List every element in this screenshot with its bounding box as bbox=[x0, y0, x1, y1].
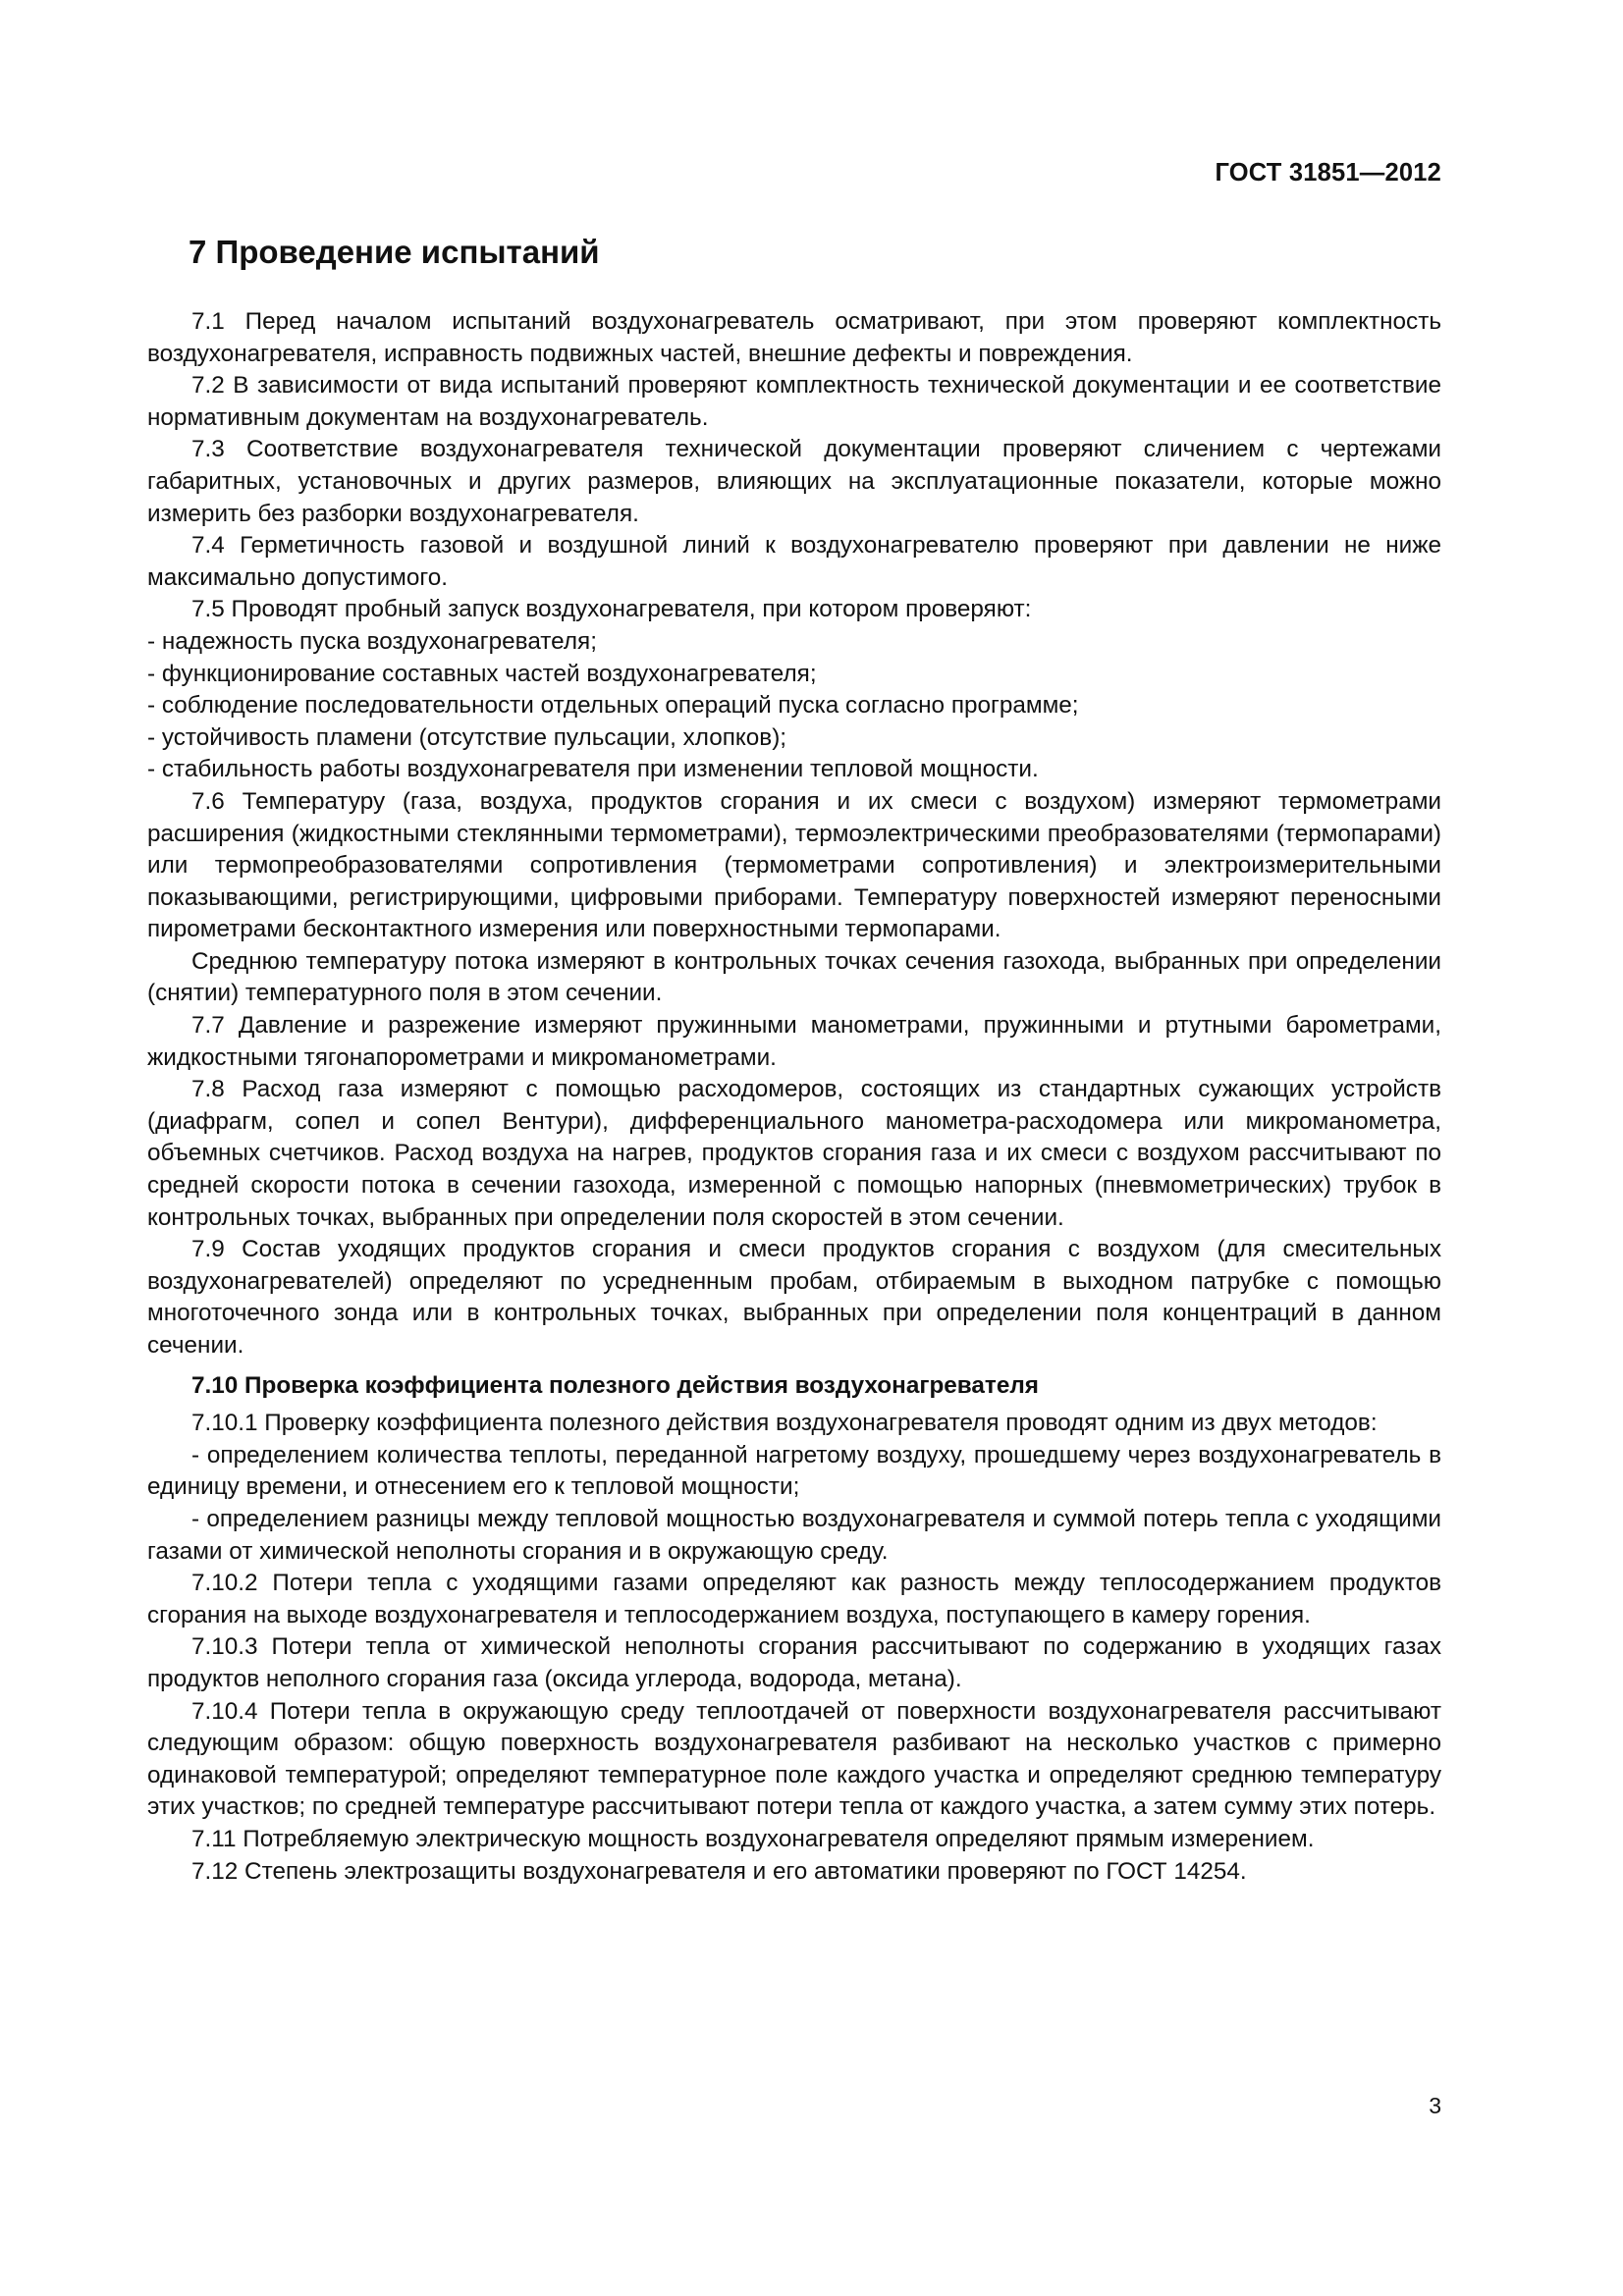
list-item: - определением разницы между тепловой мощностью воздухонагревателя и суммой потерь тепла с уходящими газами от химической неполноты сгорания и в окружающую среду. bbox=[147, 1505, 1441, 1565]
document-body bbox=[147, 306, 1441, 1888]
paragraph-7-6-cont: Среднюю температуру потока измеряют в контрольных точках сечения газохода, выбранных при определении (снятии) температурного поля в этом сечении. bbox=[147, 947, 1441, 1007]
paragraph-7-10-2: 7.10.2 Потери тепла с уходящими газами определяют как разность между теплосодержанием продуктов сгорания на выходе воздухонагревателя и теплосодержанием воздуха, поступающего в камеру горения. bbox=[147, 1570, 1441, 1629]
paragraph-7-5: 7.5 Проводят пробный запуск воздухонагревателя, при котором проверяют: bbox=[191, 596, 1032, 623]
paragraph-7-10-1: 7.10.1 Проверку коэффициента полезного действия воздухонагревателя проводят одним из двух методов: bbox=[191, 1410, 1378, 1437]
list-item: - соблюдение последовательности отдельных операций пуска согласно программе; bbox=[147, 692, 1079, 720]
paragraph-7-8: 7.8 Расход газа измеряют с помощью расходомеров, состоящих из стандартных сужающих устройств (диафрагм, сопел и сопел Вентури), дифференциального манометра-расходомера или микроманометра, объемных счетчиков. Расход воздуха на нагрев, продуктов сгорания газа и их смеси с воздухом рассчитывают по средней скорости потока в сечении газохода, измеренной с помощью напорных (пневмометрических) трубок в контрольных точках, выбранных при определении поля скоростей в этом сечении. bbox=[147, 1076, 1441, 1231]
paragraph-7-9: 7.9 Состав уходящих продуктов сгорания и смеси продуктов сгорания с воздухом (для смесительных воздухонагревателей) определяют по усредненным пробам, отбираемым в выходном патрубке с помощью многоточечного зонда или в контрольных точках, выбранных при определении поля концентраций в данном сечении. bbox=[147, 1236, 1441, 1359]
document-code-header: ГОСТ 31851—2012 bbox=[1215, 159, 1441, 187]
paragraph-7-2: 7.2 В зависимости от вида испытаний проверяют комплектность технической документации и ее соответствие нормативным документам на воздухонагреватель. bbox=[147, 372, 1441, 431]
list-item: - функционирование составных частей воздухонагревателя; bbox=[147, 660, 817, 687]
list-item: - устойчивость пламени (отсутствие пульсации, хлопков); bbox=[147, 723, 787, 751]
section-heading: 7 Проведение испытаний bbox=[189, 234, 600, 270]
list-item: - определением количества теплоты, переданной нагретому воздуху, прошедшему через воздухонагреватель в единицу времени, и отнесением его к тепловой мощности; bbox=[147, 1441, 1441, 1501]
paragraph-7-12: 7.12 Степень электрозащиты воздухонагревателя и его автоматики проверяют по ГОСТ 14254. bbox=[191, 1857, 1247, 1885]
paragraph-7-7: 7.7 Давление и разрежение измеряют пружинными манометрами, пружинными и ртутными барометрами, жидкостными тягонапорометрами и микроманометрами. bbox=[147, 1012, 1441, 1071]
subsection-heading-7-10: 7.10 Проверка коэффициента полезного действия воздухонагревателя bbox=[191, 1371, 1039, 1399]
paragraph-7-3: 7.3 Соответствие воздухонагревателя технической документации проверяют сличением с чертежами габаритных, установочных и других размеров, влияющих на эксплуатационные показатели, которые можно измерить без разборки воздухонагревателя. bbox=[147, 436, 1441, 527]
page-number: 3 bbox=[1429, 2093, 1441, 2118]
paragraph-7-11: 7.11 Потребляемую электрическую мощность воздухонагревателя определяют прямым измерением. bbox=[191, 1825, 1315, 1852]
paragraph-7-10-4: 7.10.4 Потери тепла в окружающую среду теплоотдачей от поверхности воздухонагревателя рассчитывают следующим образом: общую поверхность воздухонагревателя разбивают на несколько участков с примерно одинаковой температурой; определяют температурное поле каждого участка и определяют среднюю температуру этих участков; по средней температуре рассчитывают потери тепла от каждого участка, а затем сумму этих потерь. bbox=[147, 1697, 1441, 1821]
paragraph-7-1: 7.1 Перед началом испытаний воздухонагреватель осматривают, при этом проверяют комплектность воздухонагревателя, исправность подвижных частей, внешние дефекты и повреждения. bbox=[147, 308, 1441, 367]
paragraph-7-6: 7.6 Температуру (газа, воздуха, продуктов сгорания и их смеси с воздухом) измеряют термометрами расширения (жидкостными стеклянными термометрами), термоэлектрическими преобразователями (термопарами) или термопреобразователями сопротивления (термометрами сопротивления) и электроизмерительными показывающими, регистрирующими, цифровыми приборами. Температуру поверхностей измеряют переносными пирометрами бесконтактного измерения или поверхностными термопарами. bbox=[147, 787, 1441, 943]
paragraph-7-4: 7.4 Герметичность газовой и воздушной линий к воздухонагревателю проверяют при давлении не ниже максимально допустимого. bbox=[147, 532, 1441, 591]
list-item: - стабильность работы воздухонагревателя при изменении тепловой мощности. bbox=[147, 756, 1039, 783]
list-item: - надежность пуска воздухонагревателя; bbox=[147, 627, 597, 655]
paragraph-7-10-3: 7.10.3 Потери тепла от химической неполноты сгорания рассчитывают по содержанию в уходящих газах продуктов неполного сгорания газа (оксида углерода, водорода, метана). bbox=[147, 1633, 1441, 1692]
